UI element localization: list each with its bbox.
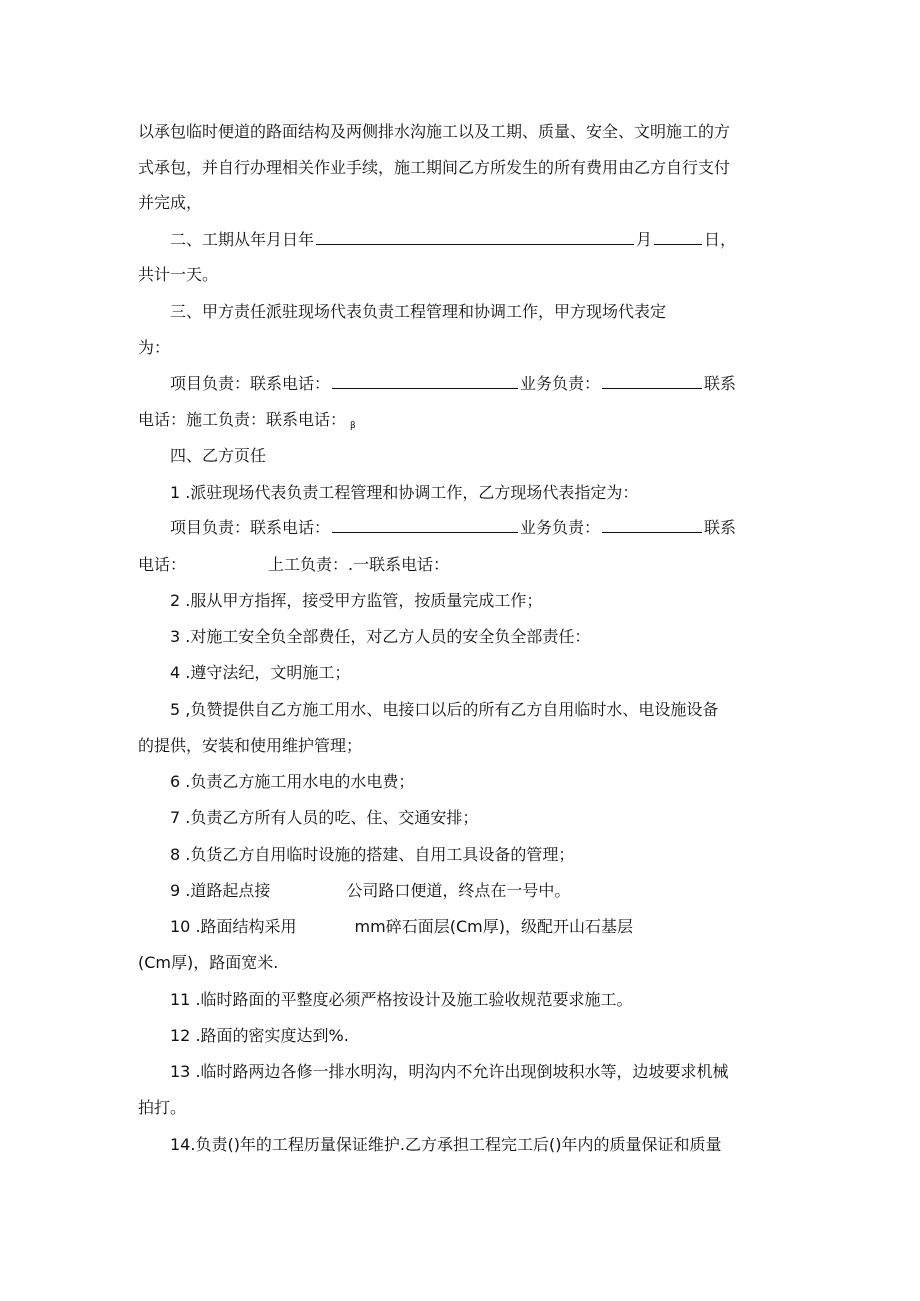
item-14: 14.负责()年的工程历量保证维护.乙方承担工程完工后()年内的质量保证和质量 xyxy=(170,1135,722,1154)
item-13: 13 .临时路两边各修一排水明沟，明沟内不允许出现倒坡积水等，边坡要求机械 xyxy=(170,1062,729,1081)
item-8: 8 .负货乙方自用临时设施的搭建、自用工具设备的管理； xyxy=(170,845,575,864)
item-11: 11 .临时路面的平整度必须严格按设计及施工验收规范要求施工。 xyxy=(170,990,633,1009)
item-4: 4 .遵守法纪，文明施工； xyxy=(170,663,351,682)
contact-line-b xyxy=(170,518,810,538)
paragraph-line: 并完成， xyxy=(138,193,203,212)
duration-blank xyxy=(316,230,634,245)
road-end: 公司路口便道，终点在一号中。 xyxy=(346,881,571,900)
item-1: 1 .派驻现场代表负责工程管理和协调工作，乙方现场代表指定为： xyxy=(170,483,639,502)
beta-mark: β xyxy=(350,421,356,431)
construction-label-b: 上工负责：.一联系电话： xyxy=(268,555,450,574)
business-label-b: 业务负责： xyxy=(520,518,601,537)
business-label: 业务负责： xyxy=(520,374,601,393)
clause-party-b: 四、乙方页任 xyxy=(170,446,267,465)
structure-spec: mm碎石面层(Cm厚)，级配开山石基层 xyxy=(354,917,633,936)
contact-line-2 xyxy=(138,410,778,430)
business-blank xyxy=(602,374,702,389)
contact-cont: 联系 xyxy=(704,374,737,393)
item-2: 2 .服从甲方指挥，接受甲方监管，按质量完成工作； xyxy=(170,591,543,610)
structure-text: 10 .路面结构采用 xyxy=(170,917,297,936)
item-5: 5 ,负赞提供自乙方施工用水、电接口以后的所有乙方自用临时水、电设施设备 xyxy=(170,700,719,719)
contact-label: 项目负责：联系电话： xyxy=(170,374,331,393)
item-3: 3 .对施工安全负全部费任，对乙方人员的安全负全部责任： xyxy=(170,627,591,646)
paragraph-line: 共计一天。 xyxy=(138,265,219,284)
contact-line xyxy=(170,374,810,394)
day-label: 日， xyxy=(704,230,737,249)
item-10 xyxy=(170,917,810,937)
phone-label-b: 电话： xyxy=(138,555,187,574)
day-blank xyxy=(654,230,702,245)
month-label: 月 xyxy=(636,230,653,249)
paragraph-line: 以承包临时便道的路面结构及两侧排水沟施工以及工期、质量、安全、文明施工的方 xyxy=(138,122,731,141)
phone-blank-b xyxy=(332,518,518,533)
contact-line-b2 xyxy=(138,555,778,575)
item-9 xyxy=(170,881,810,901)
paragraph-line: (Cm厚)，路面宽米. xyxy=(138,953,279,972)
duration-text: 二、工期从年月日年 xyxy=(170,230,315,249)
paragraph-line: 式承包，并自行办理相关作业手续，施工期间乙方所发生的所有费用由乙方自行支付 xyxy=(138,158,731,177)
item-6: 6 .负责乙方施工用水电的水电费； xyxy=(170,772,415,791)
paragraph-line: 拍打。 xyxy=(138,1098,187,1117)
paragraph-line: 为： xyxy=(138,338,171,357)
item-7: 7 .负责乙方所有人员的吃、住、交通安排； xyxy=(170,808,479,827)
business-blank-b xyxy=(602,518,702,533)
clause-party-a: 三、甲方责任派驻现场代表负责工程管理和协调工作，甲方现场代表定 xyxy=(170,302,667,321)
clause-duration xyxy=(170,230,810,250)
paragraph-line: 的提供，安装和使用维护管理； xyxy=(138,736,363,755)
phone-blank xyxy=(332,374,518,389)
item-12: 12 .路面的密实度达到%. xyxy=(170,1026,349,1045)
contact-cont-b: 联系 xyxy=(704,518,737,537)
contact-label-b: 项目负责：联系电话： xyxy=(170,518,331,537)
road-start: 9 .道路起点接 xyxy=(170,881,271,900)
contact-label-2: 电话：施工负责：联系电话： xyxy=(138,410,347,429)
